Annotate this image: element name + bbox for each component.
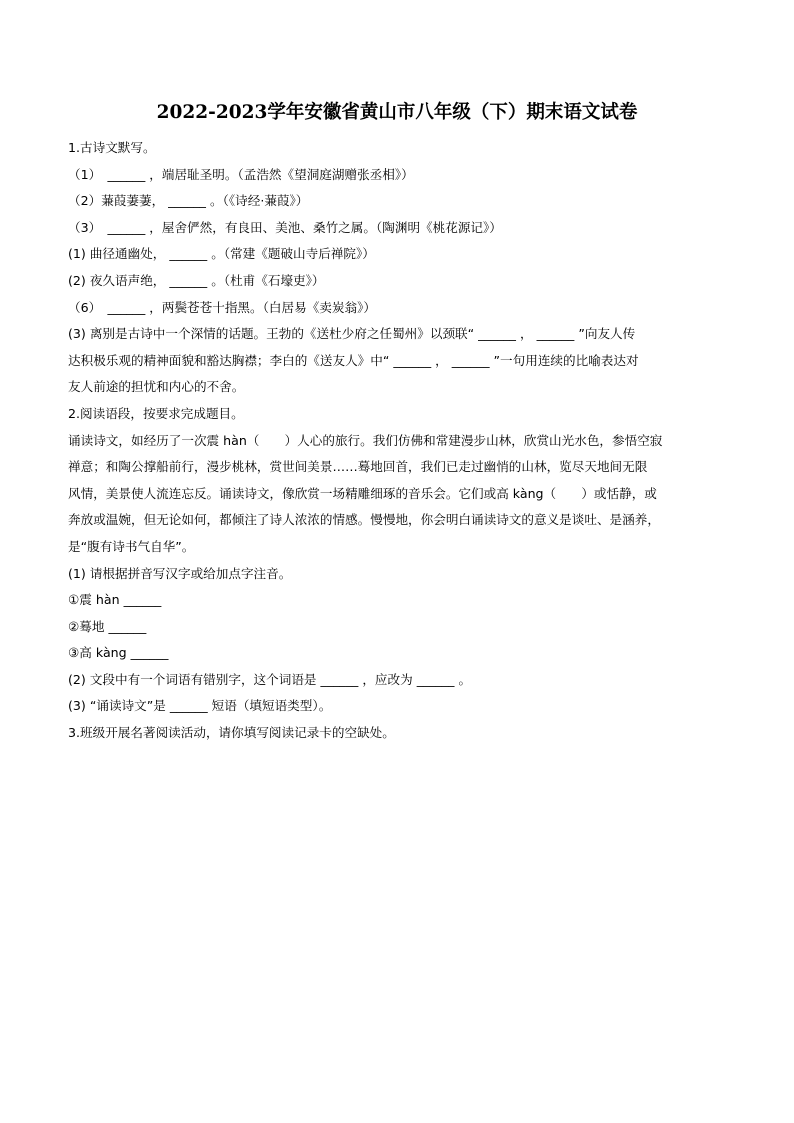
passage-line-3: 风情，美景使人流连忘反。诵读诗文，像欣赏一场精雕细琢的音乐会。它们或高 kàng（ ）或恬静，或 xyxy=(68,485,657,501)
question-1-item-3: （3） ______ ，屋舍俨然，有良田、美池、桑竹之属。（陶渊明《桃花源记》） xyxy=(68,219,502,235)
question-2-sub-1: (1) 请根据拼音写汉字或给加点字注音。 xyxy=(68,565,292,581)
question-1-item-5: (2) 夜久语声绝， ______ 。（杜甫《石壕吏》） xyxy=(68,272,325,288)
question-2-sub-2: (2) 文段中有一个词语有错别字，这个词语是 ______ ，应改为 ______ 。 xyxy=(68,671,472,687)
question-2-sub-1-item-3: ③高 kàng ______ xyxy=(68,645,169,661)
question-1-item-1: （1） ______ ，端居耻圣明。（孟浩然《望洞庭湖赠张丞相》） xyxy=(68,166,414,182)
passage-line-4: 奔放或温婉，但无论如何，都倾注了诗人浓浓的情感。慢慢地，你会明白诵读诗文的意义是谈吐、是涵养， xyxy=(68,512,660,528)
passage-line-5: 是“腹有诗书气自华”。 xyxy=(68,538,195,554)
question-1-heading: 1.古诗文默写。 xyxy=(68,140,156,155)
exam-title: 2022-2023学年安徽省黄山市八年级（下）期末语文试卷 xyxy=(156,102,638,123)
question-2-heading: 2.阅读语段，按要求完成题目。 xyxy=(68,405,244,421)
passage-line-2: 禅意；和陶公撑船前行，漫步桃林，赏世间美景……蓦地回首，我们已走过幽悄的山林，览尽天地间无限 xyxy=(68,459,648,475)
question-1-item-4: (1) 曲径通幽处， ______ 。（常建《题破山寺后禅院》） xyxy=(68,246,375,262)
passage-line-1: 诵读诗文，如经历了一次震 hàn（ ）人心的旅行。我们仿佛和常建漫步山林，欣赏山光水色，参悟空寂 xyxy=(68,432,663,448)
question-1-item-2: （2）蒹葭萋萋， ______ 。（《诗经·蒹葭》） xyxy=(68,193,309,209)
question-2-sub-3: (3) “诵读诗文”是 ______ 短语（填短语类型）。 xyxy=(68,698,332,714)
question-1-item-7-line-2: 达积极乐观的精神面貌和豁达胸襟；李白的《送友人》中“ ______ ， ______ ”一句用连续的比喻表达对 xyxy=(68,352,639,368)
question-2-sub-1-item-2: ②蓦地 ______ xyxy=(68,618,147,634)
question-1-item-6: （6） ______ ，两鬓苍苍十指黑。（白居易《卖炭翁》） xyxy=(68,299,376,315)
question-3-heading: 3.班级开展名著阅读活动，请你填写阅读记录卡的空缺处。 xyxy=(68,725,395,741)
question-1-item-7-line-3: 友人前途的担忧和内心的不舍。 xyxy=(68,379,245,395)
question-2-sub-1-item-1: ①震 hàn ______ xyxy=(68,592,162,608)
question-1-item-7-line-1: (3) 离别是古诗中一个深情的话题。王勃的《送杜少府之任蜀州》以颈联“ ______ ， ______ ”向友人传 xyxy=(68,326,636,342)
exam-content xyxy=(68,135,728,747)
